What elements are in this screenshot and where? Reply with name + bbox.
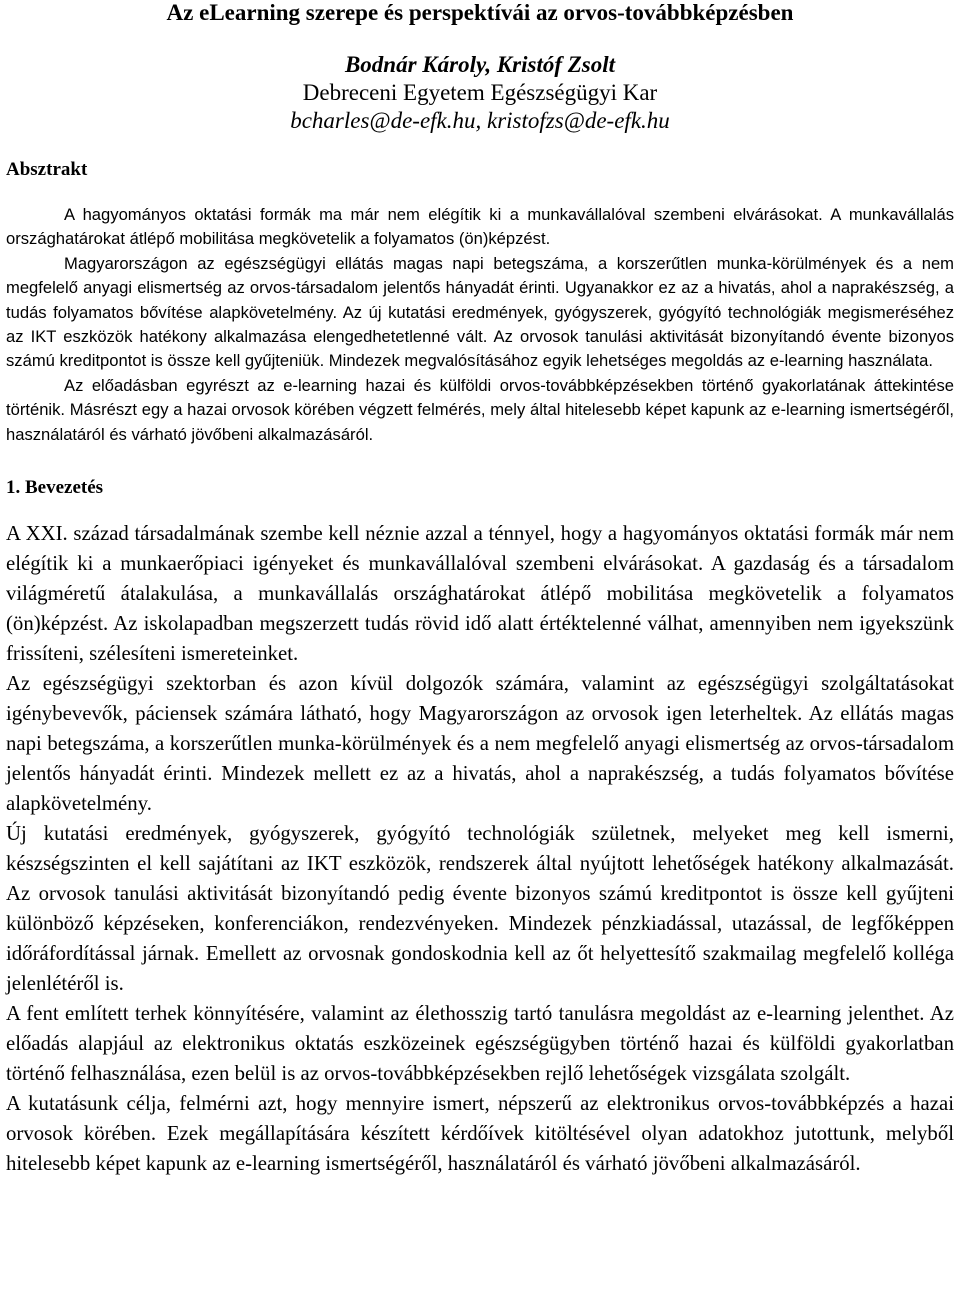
abstract-paragraph: A hagyományos oktatási formák ma már nem elégítik ki a munkavállalóval szembeni elvárásokat. A munkavállalás országhatárokat átlépő mobilitása megkövetelik a folyamatos (ön)képzést.: [6, 205, 954, 249]
body-paragraph: A kutatásunk célja, felmérni azt, hogy mennyire ismert, népszerű az elektronikus orvos-továbbképzés a hazai orvosok körében. Ezek megállapítására készített kérdőívek kitöltésével olyan adatokhoz jutottunk, melyből hitelesebb képet kapunk az e-learning ismertségéről, használatáról és várható jövőbeni alkalmazásáról.: [6, 1092, 954, 1176]
body-paragraph: Új kutatási eredmények, gyógyszerek, gyógyító technológiák születnek, melyeket meg kell ismerni, készségszinten el kell sajátítani az IKT eszközök, rendszerek által nyújtott lehetőségek hatékony alkalmazását. Az orvosok tanulási aktivitását bizonyítandó pedig évente bizonyos számú kreditpontot is össze kell gyűjteni különböző képzéseken, konferenciákon, rendezvényeken. Mindezek pénzkiadással, utazással, de legfőképpen időráfordítással járnak. Emellett az orvosnak gondoskodnia kell az őt helyettesítő szakmailag megfelelő kollégа jelenlétéről is.: [6, 822, 954, 996]
abstract-paragraph: Az előadásban egyrészt az e-learning hazai és külföldi orvos-továbbképzésekben történő gyakorlatának áttekintése történik. Másrészt egy a hazai orvosok körében végzett felmérés, mely által hitelesebb képet kapunk az e-learning ismertségéről, használatáról és várható jövőbeni alkalmazásáról.: [6, 375, 954, 444]
body-paragraph: A XXI. század társadalmának szembe kell néznie azzal a ténnyel, hogy a hagyományos oktatási formák már nem elégítik ki a munkaerőpiaci igényeket és munkavállalóval szembeni elvárásokat. A gazdaság és a társadalom világméretű átalakulása, a munkavállalás országhatárokat átlépő mobilitása megkövetelik a folyamatos (ön)képzést. Az iskolapadban megszerzett tudás rövid idő alatt értéktelenné válhat, amennyiben nem igyekszünk frissíteni, szélesíteni ismereteinket.: [6, 522, 954, 666]
abstract-body: [6, 203, 954, 447]
section-body: [6, 519, 954, 1179]
abstract-paragraph: Magyarországon az egészségügyi ellátás magas napi betegszáma, a korszerűtlen munka-körülmények és a nem megfelelő anyagi elismertség az orvos-társadalom jelentős hányadát érinti. Ugyanakkor ez az a hivatás, ahol a naprakészség, a tudás folyamatos bővítése alapkövetelmény. Az új kutatási eredmények, gyógyszerek, gyógyító technológiák megismeréséhez az IKT eszközök hatékony alkalmazása elengedhetetlenné vált. Az orvosok tanulási aktivitását bizonyítandó évente bizonyos számú kreditpontot is össze kell gyűjteniük. Mindezek megvalósításához egyik lehetséges megoldás az e-learning használata.: [6, 253, 954, 371]
body-paragraph: Az egészségügyi szektorban és azon kívül dolgozók számára, valamint az egészségügyi szolgáltatásokat igénybevevők, páciensek számára látható, hogy Magyarországon az orvosok igen leterheltek. Az ellátás magas napi betegszáma, a korszerűtlen munka-körülmények és a nem megfelelő anyagi elismertség az orvos-társadalom jelentős hányadát érinti. Mindezek mellett ez az a hivatás, ahol a naprakészség, a tudás folyamatos bővítése alapkövetelmény.: [6, 672, 954, 816]
author-affiliation: Debreceni Egyetem Egészségügyi Kar: [302, 80, 658, 105]
body-paragraph: A fent említett terhek könnyítésére, valamint az élethosszig tartó tanulásra megoldást az e-learning jelenthet. Az előadás alapjául az elektronikus oktatás eszközeinek egészségügyben történő hazai és külföldi gyakorlatban történő felhasználása, ezen belül is az orvos-továbbképzésekben rejlő lehetőségek vizsgálata szolgált.: [6, 1002, 954, 1086]
paper-title: Az eLearning szerepe és perspektívái az orvos-továbbképzésben: [166, 0, 794, 25]
author-block: [6, 51, 954, 135]
author-email: bcharles@de-efk.hu, kristofzs@de-efk.hu: [290, 108, 670, 133]
author-names: Bodnár Károly, Kristóf Zsolt: [344, 52, 616, 77]
abstract-heading: Absztrakt: [6, 159, 88, 180]
section-heading: 1. Bevezetés: [6, 477, 104, 499]
document-page: [6, 0, 954, 1179]
